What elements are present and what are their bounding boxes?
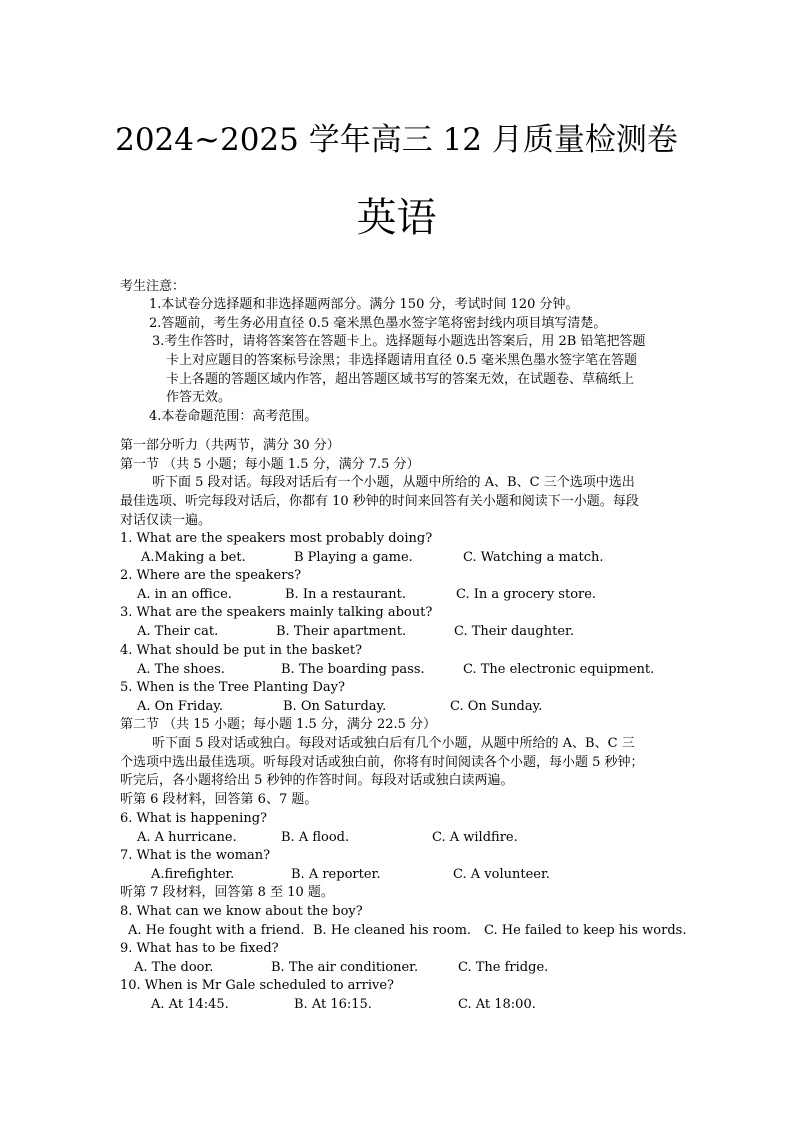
notice-item-3-line-4: 作答无效。 [166,390,232,405]
notice-item-3-line-1: 3.考生作答时，请将答案答在答题卡上。选择题每小题选出答案后，用 2B 铅笔把答题 [152,334,646,349]
question-3-option-a: A. Their cat. [137,624,219,639]
question-2: 2. Where are the speakers? [120,568,302,583]
question-3-option-b: B. Their apartment. [276,624,407,639]
notice-heading: 考生注意： [120,279,186,294]
question-4-option-c: C. The electronic equipment. [463,662,655,677]
question-5: 5. When is the Tree Planting Day? [120,680,345,695]
question-6-option-b: B. A flood. [281,830,350,845]
notice-item-4: 4.本卷命题范围：高考范围。 [149,409,318,424]
exam-title: 2024~2025 学年高三 12 月质量检测卷 [115,122,678,158]
question-5-option-c: C. On Sunday. [450,699,543,714]
question-10: 10. When is Mr Gale scheduled to arrive? [120,978,395,993]
question-8-option-c: C. He failed to keep his words. [484,923,687,938]
question-8-option-a: A. He fought with a friend. [128,923,305,938]
notice-item-3-line-2: 卡上对应题目的答案标号涂黑；非选择题请用直径 0.5 毫米黑色墨水签字笔在答题 [166,353,637,368]
question-4-option-a: A. The shoes. [137,662,225,677]
section2-heading: 第二节 （共 15 小题；每小题 1.5 分，满分 22.5 分） [120,717,437,732]
question-8: 8. What can we know about the boy? [120,904,363,919]
section1-instruction-line-1: 听下面 5 段对话。每段对话后有一个小题，从题中所给的 A、B、C 三个选项中选出 [152,475,635,490]
question-9: 9. What has to be fixed? [120,941,279,956]
notice-item-3-line-3: 卡上各题的答题区域内作答，超出答题区域书写的答案无效，在试题卷、草稿纸上 [166,372,635,387]
question-1-option-a: A.Making a bet. [141,550,246,565]
question-8-option-b: B. He cleaned his room. [313,923,472,938]
question-3-option-c: C. Their daughter. [454,624,574,639]
material-7-note: 听第 7 段材料，回答第 8 至 10 题。 [120,885,334,900]
section2-instruction-line-2: 个选项中选出最佳选项。听每段对话或独白前，你将有时间阅读各个小题，每小题 5 秒钟； [120,755,644,770]
section1-instruction-line-2: 最佳选项、听完每段对话后，你都有 10 秒钟的时间来回答有关小题和阅读下一小题。每段 [120,494,639,509]
question-6: 6. What is happening? [120,811,267,826]
subject-title: 英语 [356,195,437,241]
question-2-option-b: B. In a restaurant. [285,587,406,602]
part1-heading: 第一部分听力（共两节，满分 30 分） [120,438,340,453]
notice-item-1: 1.本试卷分选择题和非选择题两部分。满分 150 分，考试时间 120 分钟。 [149,297,579,312]
question-10-option-c: C. At 18:00. [458,997,536,1012]
material-6-note: 听第 6 段材料，回答第 6、7 题。 [120,792,318,807]
question-3: 3. What are the speakers mainly talking about? [120,605,433,620]
question-9-option-a: A. The door. [134,960,214,975]
question-10-option-a: A. At 14:45. [151,997,229,1012]
question-2-option-a: A. in an office. [137,587,232,602]
question-4: 4. What should be put in the basket? [120,643,363,658]
question-5-option-b: B. On Saturday. [283,699,387,714]
question-10-option-b: B. At 16:15. [294,997,372,1012]
question-7-option-b: B. A reporter. [291,867,381,882]
question-7-option-a: A.firefighter. [151,867,235,882]
section2-instruction-line-3: 听完后，各小题将给出 5 秒钟的作答时间。每段对话或独白读两遍。 [120,773,514,788]
section1-instruction-line-3: 对话仅读一遍。 [120,513,212,528]
question-4-option-b: B. The boarding pass. [281,662,425,677]
question-9-option-c: C. The fridge. [458,960,549,975]
question-1-option-b: B Playing a game. [294,550,413,565]
question-6-option-a: A. A hurricane. [137,830,237,845]
question-5-option-a: A. On Friday. [137,699,224,714]
notice-item-2: 2.答题前，考生务必用直径 0.5 毫米黑色墨水签字笔将密封线内项目填写清楚。 [149,316,607,331]
question-9-option-b: B. The air conditioner. [271,960,419,975]
question-7: 7. What is the woman? [120,848,271,863]
question-1-option-c: C. Watching a match. [463,550,604,565]
question-2-option-c: C. In a grocery store. [456,587,597,602]
question-6-option-c: C. A wildfire. [432,830,518,845]
question-7-option-c: C. A volunteer. [453,867,550,882]
section1-heading: 第一节 （共 5 小题；每小题 1.5 分，满分 7.5 分） [120,457,420,472]
section2-instruction-line-1: 听下面 5 段对话或独白。每段对话或独白后有几个小题，从题中所给的 A、B、C 三 [152,736,635,751]
question-1: 1. What are the speakers most probably doing? [120,531,433,546]
